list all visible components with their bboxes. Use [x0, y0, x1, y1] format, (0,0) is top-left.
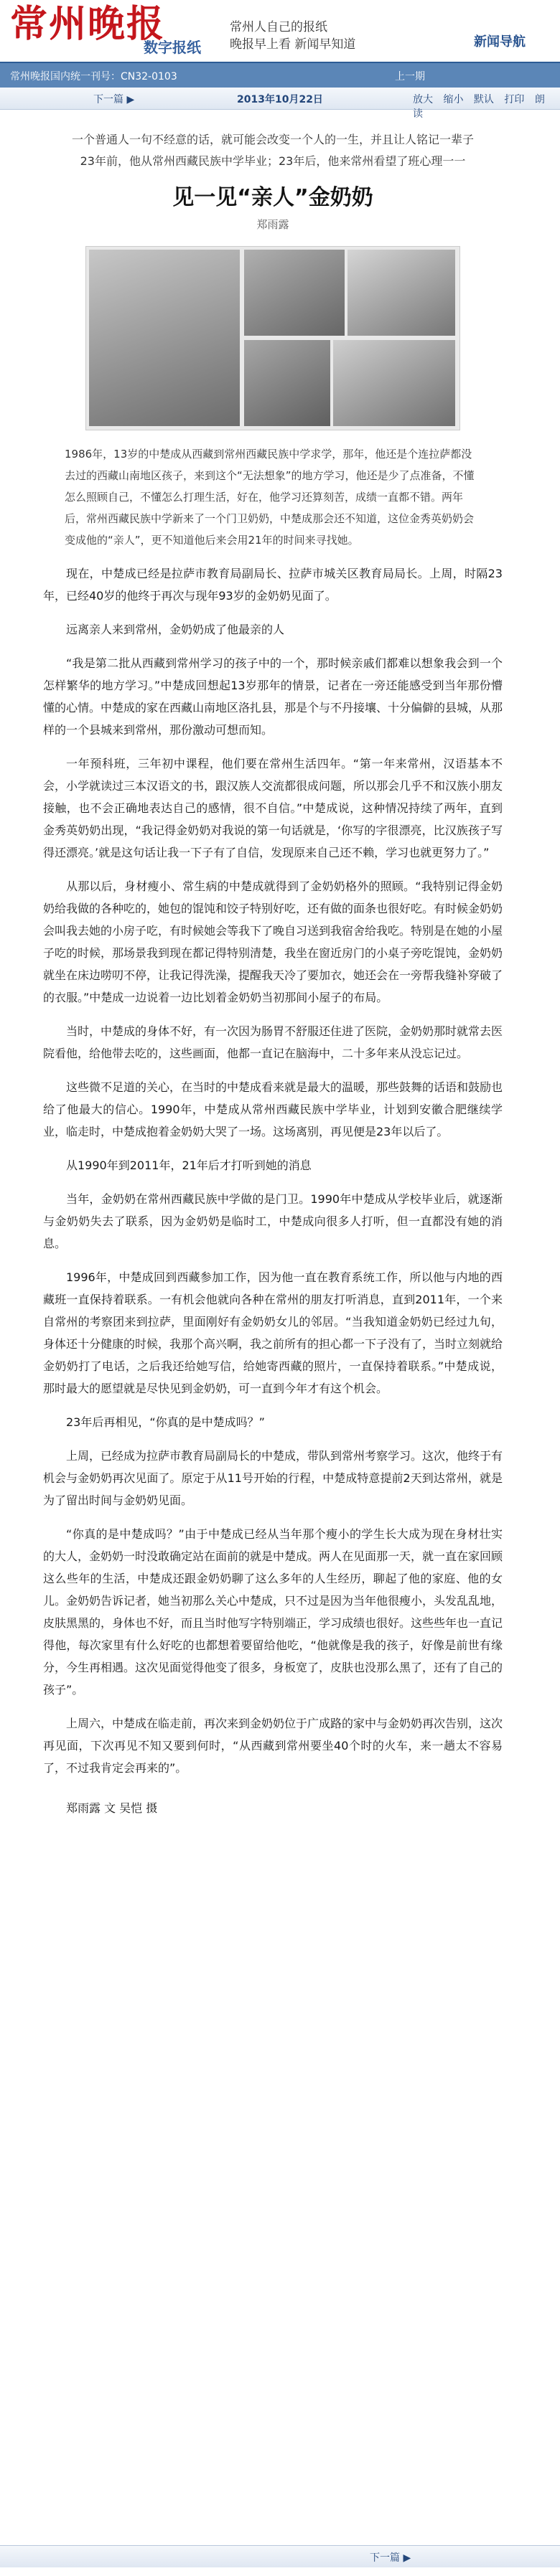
default-size-button[interactable]: 默认 [473, 94, 494, 105]
article-byline: 郑雨露 文 吴恺 摄 [66, 1801, 158, 1815]
next-article-link-bottom[interactable]: 下一篇 ▶ [370, 2552, 411, 2564]
logo-subtitle: 数字报纸 [144, 39, 201, 56]
article-kicker-2: 23年前，他从常州西藏民族中学毕业；23年后，他来常州看望了班心理一一 [80, 154, 466, 168]
paragraph: “我是第二批从西藏到常州学习的孩子中的一个，那时候亲戚们都难以想象我会到一个怎样繁华的地方学习。”中楚成回想起13岁那年的情景，记者在一旁还能感受到当年那份懵懂的心情。中楚成的家在西藏山南地区洛扎县，那是个与不丹接壤、十分偏僻的县城，从那样的一个县城来到常州，那份激动可想而知。 [43, 656, 503, 737]
photo-panel [347, 250, 455, 336]
article-kicker-1: 一个普通人一句不经意的话，就可能会改变一个人的一生，并且让人铭记一辈子 [71, 133, 474, 146]
paragraph: 1996年，中楚成回到西藏参加工作，因为他一直在教育系统工作，所以他与内地的西藏班一直保持着联系。一有机会他就向各种在常州的朋友打听消息，直到2011年，一个来自常州的考察团来到拉萨，里面刚好有金奶奶女儿的邻居。“当我知道金奶奶已经过九旬，身体还十分健康的时候，我那个高兴啊，我之前所有的担心都一下子没有了，当时立刻就给金奶奶打了电话，之后我还给她写信，给她寄西藏的照片，一直保持着联系。”中楚成说，那时最大的愿望就是尽快见到金奶奶，可一直到今年才有这个机会。 [43, 1270, 503, 1395]
zoom-in-button[interactable]: 放大 [413, 94, 433, 105]
site-header [0, 0, 560, 62]
paragraph: 从那以后，身材瘦小、常生病的中楚成就得到了金奶奶格外的照顾。“我特别记得金奶奶给我做的各种吃的，她包的馄饨和饺子特别好吃，还有做的面条也很好吃。有时候金奶奶会叫我去她的小房子吃，有时候她会等我下了晚自习送到我宿舍给我吃。特别是在她的小屋子吃的时候，那场景我到现在都记得特别清楚，我坐在窗近房门的小桌子旁吃馄饨，金奶奶就坐在床边唠叨不停，让我记得洗澡，提醒我天冷了要加衣，她还会在一旁帮我缝补穿破了的衣服。”中楚成一边说着一边比划着金奶奶当初那间小屋子的布局。 [43, 879, 503, 1004]
slogan-line-2: 晚报早上看 新闻早知道 [230, 37, 356, 52]
subheading: 从1990年到2011年，21年后才打听到她的消息 [66, 1159, 312, 1172]
article-author: 郑雨露 [256, 218, 289, 231]
paragraph: 当年，金奶奶在常州西藏民族中学做的是门卫。1990年中楚成从学校毕业后，就逐渐与金奶奶失去了联系，因为金奶奶是临时工，中楚成向很多人打听，但一直都没有她的消息。 [43, 1192, 503, 1250]
previous-issue-link[interactable]: 上一期 [395, 71, 425, 82]
photo-panel [244, 340, 330, 426]
reading-tools [413, 92, 560, 121]
header-slogan [230, 19, 355, 53]
article-photo [85, 246, 460, 430]
zoom-out-button[interactable]: 缩小 [443, 94, 464, 105]
newspaper-logo[interactable]: 常州晚报 [10, 2, 166, 46]
article-toolbar [0, 88, 560, 120]
issue-number: 常州晚报国内统一刊号：CN32-0103 [10, 71, 177, 82]
paragraph: 现在，中楚成已经是拉萨市教育局副局长、拉萨市城关区教育局局长。上周，时隔23年，已经40岁的他终于再次与现年93岁的金奶奶见面了。 [43, 567, 503, 603]
article [43, 129, 503, 1816]
slogan-line-1: 常州人自己的报纸 [230, 20, 327, 34]
article-footer-bar [0, 2545, 560, 2567]
photo-caption: 1986年，13岁的中楚成从西藏到常州西藏民族中学求学，那年，他还是个连拉萨都没去过的西藏山南地区孩子，来到这个“无法想象”的地方学习，他还是少了点准备，不懂怎么照顾自己，不懂怎么打理生活，好在，他学习还算刻苦，成绩一直都不错。两年后，常州西藏民族中学新来了一个门卫奶奶，中楚成那会还不知道，这位金秀英奶奶会变成他的“亲人”，更不知道他后来会用21年的时间来寻找她。 [65, 448, 475, 547]
photo-panel [333, 340, 455, 426]
paragraph: 上周六，中楚成在临走前，再次来到金奶奶位于广成路的家中与金奶奶再次告别，这次再见面，下次再见不知又要到何时，“从西藏到常州要坐40个时的火车，来一趟太不容易了，不过我肯定会再来的”。 [43, 1717, 503, 1775]
paragraph: 这些微不足道的关心，在当时的中楚成看来就是最大的温暖，那些鼓舞的话语和鼓励也给了他最大的信心。1990年，中楚成从常州西藏民族中学毕业，计划到安徽合肥继续学业，临走时，中楚成抱着金奶奶大哭了一场。这场离别，再见便是23年以后了。 [43, 1080, 503, 1138]
read-aloud-button[interactable]: 朗读 [413, 94, 545, 120]
print-button[interactable]: 打印 [504, 94, 525, 105]
subheading: 23年后再相见，“你真的是中楚成吗？” [66, 1415, 265, 1429]
issue-date: 2013年10月22日 [237, 94, 323, 105]
issue-bar [0, 62, 560, 88]
paragraph: 一年预科班，三年初中课程，他们要在常州生活四年。“第一年来常州，汉语基本不会，小学就读过三本汉语文的书，跟汉族人交流都很成问题，所以那会几乎不和汉族小朋友接触，也不会正确地表达自己的感情，很不自信。”中楚成说，这种情况持续了两年，直到金秀英奶奶出现，“我记得金奶奶对我说的第一句话就是，‘你写的字很漂亮，比汉族孩子写得还漂亮。’就是这句话让我一下子有了自信，发现原来自己还不赖，学习也就更努力了。” [43, 757, 503, 859]
paragraph: 当时，中楚成的身体不好，有一次因为肠胃不舒服还住进了医院，金奶奶那时就常去医院看他，给他带去吃的，这些画面，他都一直记在脑海中，二十多年来从没忘记过。 [43, 1024, 503, 1060]
subheading: 远离亲人来到常州，金奶奶成了他最亲的人 [66, 623, 285, 636]
article-title: 见一见“亲人”金奶奶 [172, 185, 373, 210]
news-nav-link[interactable]: 新闻导航 [474, 34, 526, 49]
paragraph: “你真的是中楚成吗？”由于中楚成已经从当年那个瘦小的学生长大成为现在身材壮实的大人，金奶奶一时没敢确定站在面前的就是中楚成。两人在见面那一天，就一直在家回顾这么些年的生活，中楚成还跟金奶奶聊了这么多年的人生经历，聊起了他的家庭、他的女儿。金奶奶告诉记者，她当初那么关心中楚成，只不过是因为当年他很瘦小，头发乱乱地，皮肤黑黑的，身体也不好，而且当时他写字特别端正，学习成绩也很好。这些些年也一直记得他，每次家里有什么好吃的也都想着要留给他吃，“他就像是我的孩子，好像是前世有缘分，今生再相遇。这次见面觉得他变了很多，身板宽了，皮肤也没那么黑了，还有了自己的孩子”。 [43, 1527, 503, 1697]
photo-panel [244, 250, 345, 336]
paragraph: 上周，已经成为拉萨市教育局副局长的中楚成，带队到常州考察学习。这次，他终于有机会与金奶奶再次见面了。原定于从11号开始的行程，中楚成特意提前2天到达常州，就是为了留出时间与金奶奶见面。 [43, 1449, 503, 1507]
next-article-link[interactable]: 下一篇 ▶ [93, 94, 135, 105]
photo-portrait [89, 250, 240, 426]
